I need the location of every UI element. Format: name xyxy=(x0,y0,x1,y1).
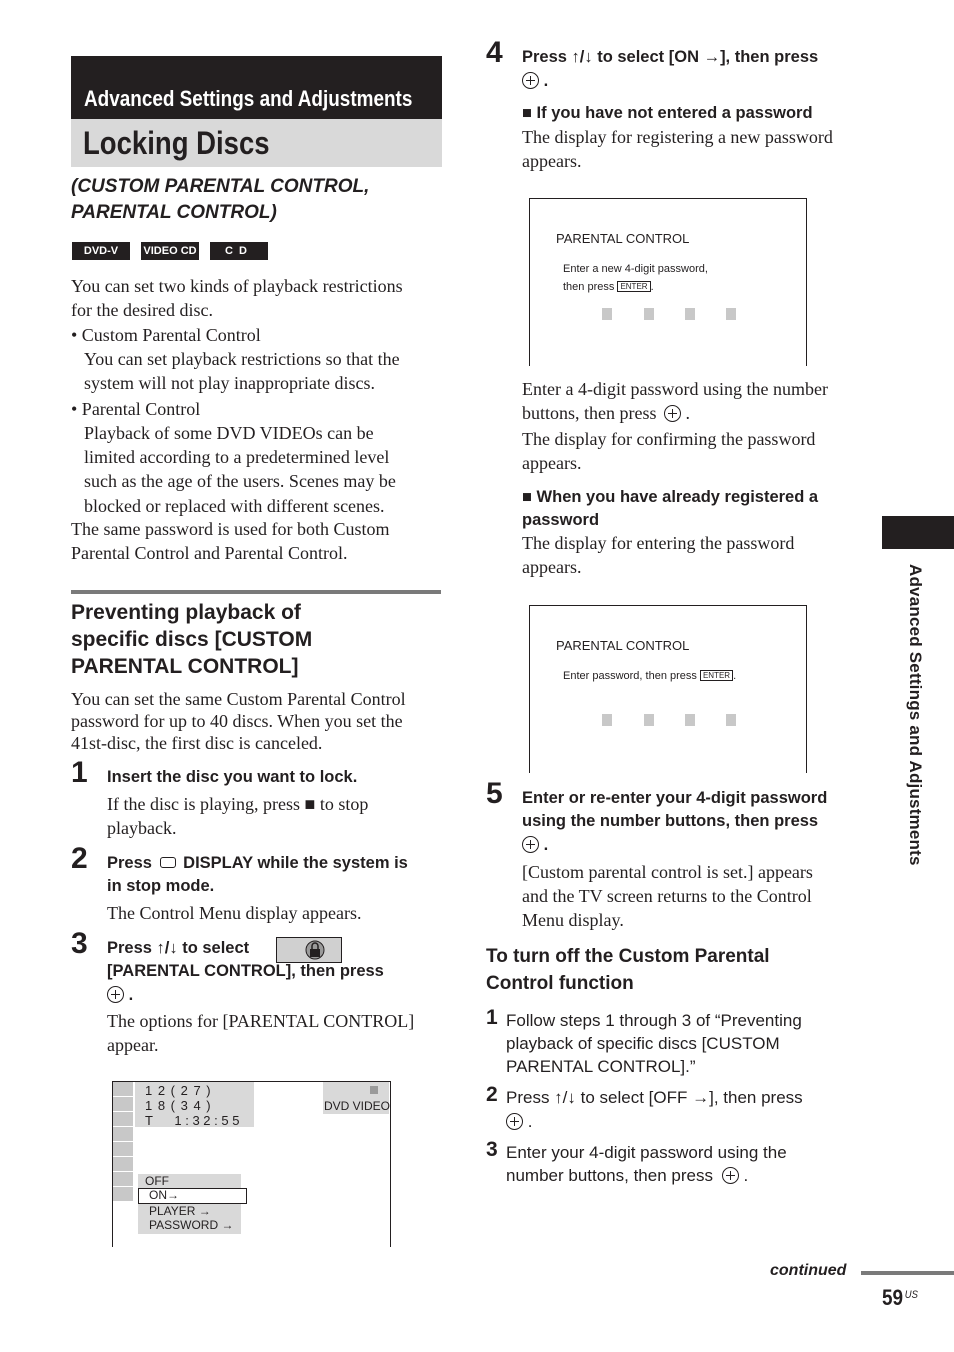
step-text: playback. xyxy=(107,818,177,838)
intro-line: Parental Control and Parental Control. xyxy=(71,543,348,563)
continued-label: continued xyxy=(770,1262,847,1279)
screen-line-part: Enter password, then press xyxy=(563,670,697,682)
step-number: 1 xyxy=(71,756,88,789)
step-text: and the TV screen returns to the Control xyxy=(522,886,812,906)
step-text: appear. xyxy=(107,1035,159,1055)
intro-line: • Parental Control xyxy=(71,399,201,419)
screen-line-part: . xyxy=(650,281,654,293)
step-text: Enter a 4-digit password using the number xyxy=(522,379,828,399)
disc-type-label: DVD VIDEO xyxy=(324,1099,391,1113)
enter-button-icon xyxy=(522,836,539,853)
step-heading-part: . xyxy=(128,986,134,1004)
password-digit-box xyxy=(726,714,736,726)
step-heading xyxy=(522,70,548,93)
step-heading: Press ↑/↓ to select [ON →], then press xyxy=(522,48,819,66)
intro-line: You can set playback restrictions so that the xyxy=(84,349,400,369)
option-password[interactable]: PASSWORD → xyxy=(149,1218,234,1232)
step-text: [Custom parental control is set.] appears xyxy=(522,862,813,882)
section-divider xyxy=(71,590,441,594)
page-number-value: 59 xyxy=(882,1285,904,1310)
step-text: The display for registering a new password xyxy=(522,127,833,147)
page-number-suffix: US xyxy=(904,1289,918,1301)
page-title: Locking Discs xyxy=(83,125,270,161)
sub-step-number: 2 xyxy=(486,1083,498,1106)
option-on[interactable]: ON→ xyxy=(149,1188,179,1202)
step-number: 3 xyxy=(71,927,88,960)
step-number: 5 xyxy=(486,777,503,810)
intro-line: • Custom Parental Control xyxy=(71,325,261,345)
menu-icon-column xyxy=(113,1082,133,1206)
intro-line: such as the age of the users. Scenes may be xyxy=(84,471,396,491)
sub-step-number: 3 xyxy=(486,1138,498,1161)
sub-step-text-part: . xyxy=(527,1112,533,1131)
sub-step-text-part: number buttons, then press xyxy=(506,1166,713,1185)
intro-line: Playback of some DVD VIDEOs can be xyxy=(84,423,374,443)
section-text: You can set the same Custom Parental Control xyxy=(71,689,406,709)
turn-off-heading: Control function xyxy=(486,973,634,994)
intro-line: for the desired disc. xyxy=(71,300,213,320)
sub-step-text xyxy=(506,1110,532,1133)
sub-step-text: playback of specific discs [CUSTOM xyxy=(506,1034,780,1053)
intro-line: system will not play inappropriate discs. xyxy=(84,373,375,393)
step-heading-part: . xyxy=(543,836,549,854)
screen-line-part: . xyxy=(733,670,737,682)
intro-line: You can set two kinds of playback restrictions xyxy=(71,276,403,296)
page-number xyxy=(882,1285,918,1311)
intro-line: blocked or replaced with different scenes. xyxy=(84,496,385,516)
enter-button-icon xyxy=(506,1113,523,1130)
password-digit-box xyxy=(602,714,612,726)
sub-step-text: PARENTAL CONTROL].” xyxy=(506,1057,696,1076)
sub-heading: password xyxy=(522,511,600,529)
step-text-part: . xyxy=(685,403,690,423)
screen-line: Enter a new 4-digit password, xyxy=(563,263,708,275)
intro-line: The same password is used for both Custom xyxy=(71,519,390,539)
enter-button-icon xyxy=(107,986,124,1003)
step-heading: Enter or re-enter your 4-digit password xyxy=(522,789,828,807)
enter-key-icon: ENTER xyxy=(617,281,650,292)
sub-step-text-part: . xyxy=(743,1166,749,1185)
step-text-part: buttons, then press xyxy=(522,403,657,423)
section-heading: specific discs [CUSTOM xyxy=(71,628,313,651)
menu-info-line: T 1 : 3 2 : 5 5 xyxy=(145,1113,240,1128)
step-heading xyxy=(107,852,408,875)
screen-line-part: then press xyxy=(563,281,615,293)
side-tab-label: Advanced Settings and Adjustments xyxy=(906,564,925,866)
badge-cd: CD xyxy=(210,242,268,260)
side-tab-marker xyxy=(882,516,954,549)
password-digit-box xyxy=(726,308,736,320)
enter-button-icon xyxy=(522,72,539,89)
password-digit-box xyxy=(602,308,612,320)
control-menu-screen xyxy=(112,1081,391,1247)
password-digit-box xyxy=(644,714,654,726)
turn-off-heading: To turn off the Custom Parental xyxy=(486,946,770,967)
sub-step-text xyxy=(506,1164,748,1187)
step-text: appears. xyxy=(522,151,582,171)
enter-password-screen xyxy=(529,605,807,773)
menu-info-line: 1 8 ( 3 4 ) xyxy=(145,1098,212,1113)
intro-line: limited according to a predetermined level xyxy=(84,447,390,467)
continued-rule xyxy=(861,1271,954,1275)
option-off[interactable]: OFF xyxy=(145,1174,169,1188)
step-heading xyxy=(522,834,548,857)
section-title: Advanced Settings and Adjustments xyxy=(84,86,413,111)
sub-step-text: Enter your 4-digit password using the xyxy=(506,1143,787,1162)
sub-step-text: Follow steps 1 through 3 of “Preventing xyxy=(506,1011,802,1030)
step-text: The Control Menu display appears. xyxy=(107,903,362,923)
step-heading-part: DISPLAY while the system is xyxy=(183,854,408,872)
step-heading-part: Press xyxy=(107,854,152,872)
enter-button-icon xyxy=(722,1167,739,1184)
section-text: password for up to 40 discs. When you set the xyxy=(71,711,403,731)
menu-info-line: 1 2 ( 2 7 ) xyxy=(145,1083,212,1098)
step-heading: [PARENTAL CONTROL], then press xyxy=(107,962,384,980)
enter-button-icon xyxy=(664,405,681,422)
section-text: 41st-disc, the first disc is canceled. xyxy=(71,733,323,753)
step-heading: using the number buttons, then press xyxy=(522,812,819,830)
page-subtitle-2: PARENTAL CONTROL) xyxy=(71,202,277,223)
step-text: Menu display. xyxy=(522,910,624,930)
password-digit-box xyxy=(644,308,654,320)
badge-dvd-v: DVD-V xyxy=(72,242,130,260)
step-text: The display for confirming the password xyxy=(522,429,816,449)
password-digit-box xyxy=(685,308,695,320)
step-text: The display for entering the password xyxy=(522,533,795,553)
badge-video-cd: VIDEO CD xyxy=(141,242,199,260)
screen-line xyxy=(563,281,654,293)
new-password-screen xyxy=(529,198,807,366)
step-text xyxy=(522,401,690,425)
sub-step-number: 1 xyxy=(486,1006,498,1029)
step-heading: Insert the disc you want to lock. xyxy=(107,768,358,786)
disc-indicator xyxy=(370,1086,378,1094)
step-text: The options for [PARENTAL CONTROL] xyxy=(107,1011,415,1031)
display-icon xyxy=(160,857,176,868)
option-player[interactable]: PLAYER → xyxy=(149,1204,211,1218)
section-heading: PARENTAL CONTROL] xyxy=(71,655,299,678)
step-heading xyxy=(107,984,133,1007)
step-text: appears. xyxy=(522,557,582,577)
step-heading-part: . xyxy=(543,72,549,90)
step-text: appears. xyxy=(522,453,582,473)
password-digit-box xyxy=(685,714,695,726)
step-number: 4 xyxy=(486,36,503,69)
step-heading: in stop mode. xyxy=(107,877,215,895)
step-text: If the disc is playing, press ■ to stop xyxy=(107,794,369,814)
sub-heading: ■ If you have not entered a password xyxy=(522,104,813,122)
section-heading: Preventing playback of xyxy=(71,601,301,624)
enter-key-icon: ENTER xyxy=(700,670,733,681)
screen-line xyxy=(563,670,736,682)
step-heading: Press ↑/↓ to select xyxy=(107,939,250,957)
step-number: 2 xyxy=(71,842,88,875)
sub-heading: ■ When you have already registered a xyxy=(522,488,819,506)
page-subtitle-1: (CUSTOM PARENTAL CONTROL, xyxy=(71,176,370,197)
screen-title: PARENTAL CONTROL xyxy=(556,638,690,653)
sub-step-text: Press ↑/↓ to select [OFF →], then press xyxy=(506,1088,803,1107)
screen-title: PARENTAL CONTROL xyxy=(556,231,690,246)
